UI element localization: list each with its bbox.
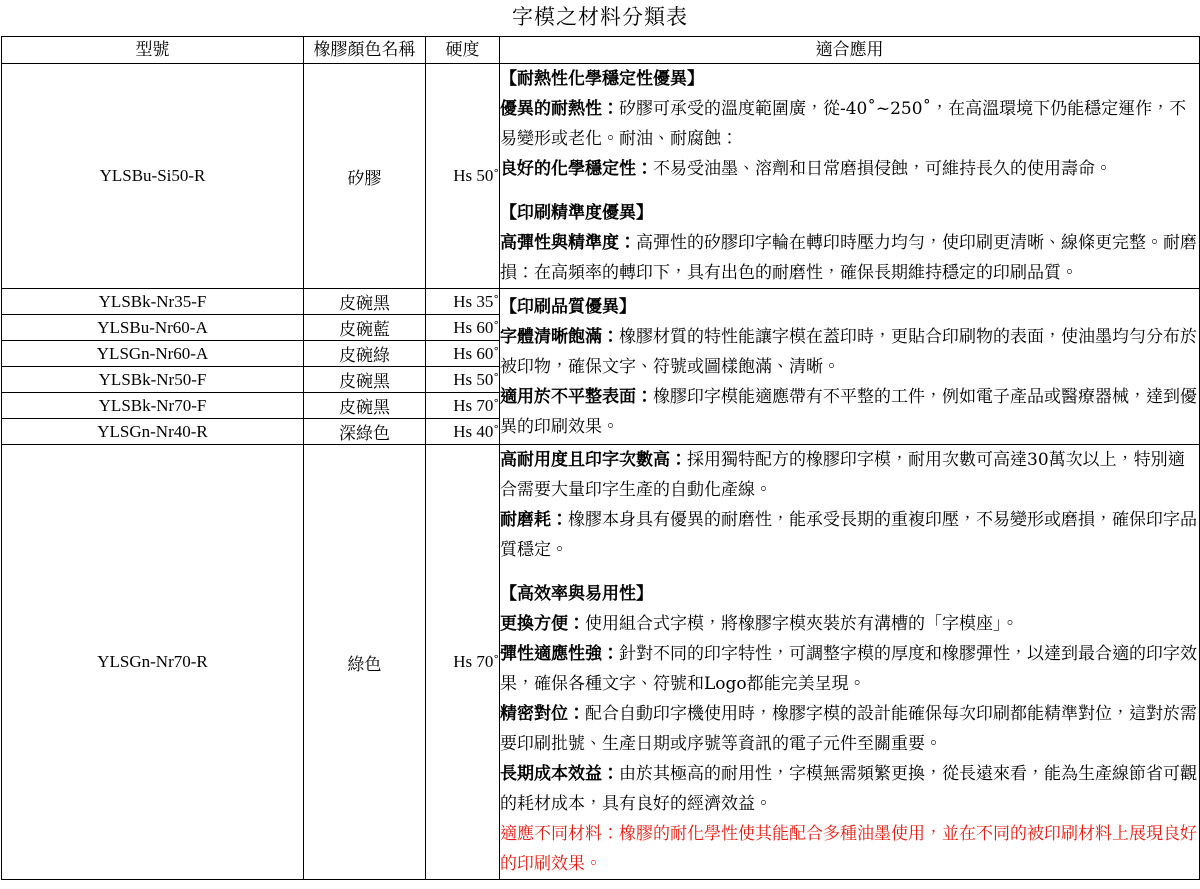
app-paragraph xyxy=(500,609,1199,639)
app-text: 由於其極高的耐用性，字模無需頻繁更換，從長遠來看，能為生產線節省可觀的耗材成本，具有良好的經濟效益。 xyxy=(500,764,1197,814)
cell-hardness: Hs 60˚ xyxy=(426,341,500,367)
app-paragraph xyxy=(500,639,1199,699)
cell-color: 皮碗黑 xyxy=(304,367,426,393)
cell-hardness: Hs 70˚ xyxy=(426,393,500,419)
app-text: 橡膠本身具有優異的耐磨性，能承受長期的重複印壓，不易變形或磨損，確保印字品質穩定。 xyxy=(500,510,1197,560)
app-label: 字體清晰飽滿： xyxy=(500,326,619,347)
app-label: 彈性適應性強： xyxy=(500,644,619,664)
table-row xyxy=(2,64,1200,289)
app-label: 精密對位： xyxy=(500,704,585,724)
cell-color: 深綠色 xyxy=(304,419,426,445)
cell-application-rubber-durability xyxy=(500,445,1200,880)
cell-model: YLSGn-Nr40-R xyxy=(2,419,304,445)
app-text: 矽膠可承受的溫度範圍廣，從-40˚~250˚，在高溫環境下仍能穩定運作，不易變形或老化。耐油、耐腐蝕： xyxy=(500,99,1187,149)
app-label: 適用於不平整表面： xyxy=(500,386,653,407)
app-paragraph xyxy=(500,228,1199,288)
cell-model: YLSBk-Nr70-F xyxy=(2,393,304,419)
table-header-row xyxy=(2,37,1200,64)
app-text: 使用組合式字模，將橡膠字模夾裝於有溝槽的「字模座」。 xyxy=(585,614,1019,634)
cell-color: 皮碗黑 xyxy=(304,289,426,315)
cell-hardness: Hs 60˚ xyxy=(426,315,500,341)
page-title: 字模之材料分類表 xyxy=(512,5,688,29)
app-label: 良好的化學穩定性： xyxy=(500,159,653,179)
app-text: 高彈性的矽膠印字輪在轉印時壓力均勻，使印刷更清晰、線條更完整。耐磨損：在高頻率的轉印下，具有出色的耐磨性，確保長期維持穩定的印刷品質。 xyxy=(500,233,1197,283)
app-text: 針對不同的印字特性，可調整字模的厚度和橡膠彈性，以達到最合適的印字效果，確保各種文字、符號和Logo都能完美呈現。 xyxy=(500,644,1197,694)
app-label: 優異的耐熱性： xyxy=(500,99,619,119)
column-header-application: 適合應用 xyxy=(500,37,1200,64)
cell-hardness: Hs 50˚ xyxy=(426,64,500,289)
app-label: 長期成本效益： xyxy=(500,764,619,784)
app-paragraph xyxy=(500,322,1199,382)
app-paragraph xyxy=(500,94,1199,154)
table-row xyxy=(2,289,1200,315)
cell-model: YLSGn-Nr70-R xyxy=(2,445,304,880)
app-heading: 【印刷精準度優異】 xyxy=(500,203,653,223)
app-text: 配合自動印字機使用時，橡膠字模的設計能確保每次印刷都能精準對位，這對於需要印刷批號、生產日期或序號等資訊的電子元件至關重要。 xyxy=(500,704,1197,754)
cell-model: YLSBu-Nr60-A xyxy=(2,315,304,341)
cell-model: YLSGn-Nr60-A xyxy=(2,341,304,367)
column-header-hardness: 硬度 xyxy=(426,37,500,64)
cell-color: 皮碗黑 xyxy=(304,393,426,419)
app-label: 高耐用度且印字次數高： xyxy=(500,450,687,470)
cell-color: 綠色 xyxy=(304,445,426,880)
cell-model: YLSBk-Nr50-F xyxy=(2,367,304,393)
app-text: 橡膠印字模能適應帶有不平整的工件，例如電子產品或醫療器械，達到優異的印刷效果。 xyxy=(500,386,1197,437)
table-row xyxy=(2,445,1200,880)
app-spacer xyxy=(500,184,1199,198)
app-heading: 【印刷品質優異】 xyxy=(500,296,636,317)
cell-color: 矽膠 xyxy=(304,64,426,289)
app-paragraph xyxy=(500,759,1199,819)
cell-application-silicone xyxy=(500,64,1200,289)
app-heading: 【耐熱性化學穩定性優異】 xyxy=(500,69,704,89)
app-label: 高彈性與精準度： xyxy=(500,233,636,253)
app-text: 橡膠材質的特性能讓字模在蓋印時，更貼合印刷物的表面，使油墨均勻分布於被印物，確保文字、符號或圖樣飽滿、清晰。 xyxy=(500,326,1197,377)
cell-hardness: Hs 50˚ xyxy=(426,367,500,393)
app-heading: 【高效率與易用性】 xyxy=(500,584,653,604)
cell-color: 皮碗藍 xyxy=(304,315,426,341)
app-paragraph xyxy=(500,154,1199,184)
column-header-color: 橡膠顏色名稱 xyxy=(304,37,426,64)
app-spacer xyxy=(500,565,1199,579)
app-paragraph-highlight: 適應不同材料：橡膠的耐化學性使其能配合多種油墨使用，並在不同的被印刷材料上展現良好的印刷效果。 xyxy=(500,824,1197,874)
app-text: 採用獨特配方的橡膠印字模，耐用次數可高達30萬次以上，特別適合需要大量印字生產的自動化產線。 xyxy=(500,450,1185,500)
app-paragraph xyxy=(500,445,1199,505)
cell-application-rubber-quality xyxy=(500,289,1200,445)
app-paragraph xyxy=(500,382,1199,442)
app-text: 不易受油墨、溶劑和日常磨損侵蝕，可維持長久的使用壽命。 xyxy=(653,159,1112,179)
cell-hardness: Hs 40˚ xyxy=(426,419,500,445)
cell-model: YLSBk-Nr35-F xyxy=(2,289,304,315)
app-paragraph xyxy=(500,505,1199,565)
cell-color: 皮碗綠 xyxy=(304,341,426,367)
cell-hardness: Hs 35˚ xyxy=(426,289,500,315)
column-header-model: 型號 xyxy=(2,37,304,64)
app-label: 更換方便： xyxy=(500,614,585,634)
cell-model: YLSBu-Si50-R xyxy=(2,64,304,289)
app-paragraph xyxy=(500,699,1199,759)
cell-hardness: Hs 70˚ xyxy=(426,445,500,880)
material-classification-table xyxy=(1,36,1200,880)
app-label: 耐磨耗： xyxy=(500,510,568,530)
